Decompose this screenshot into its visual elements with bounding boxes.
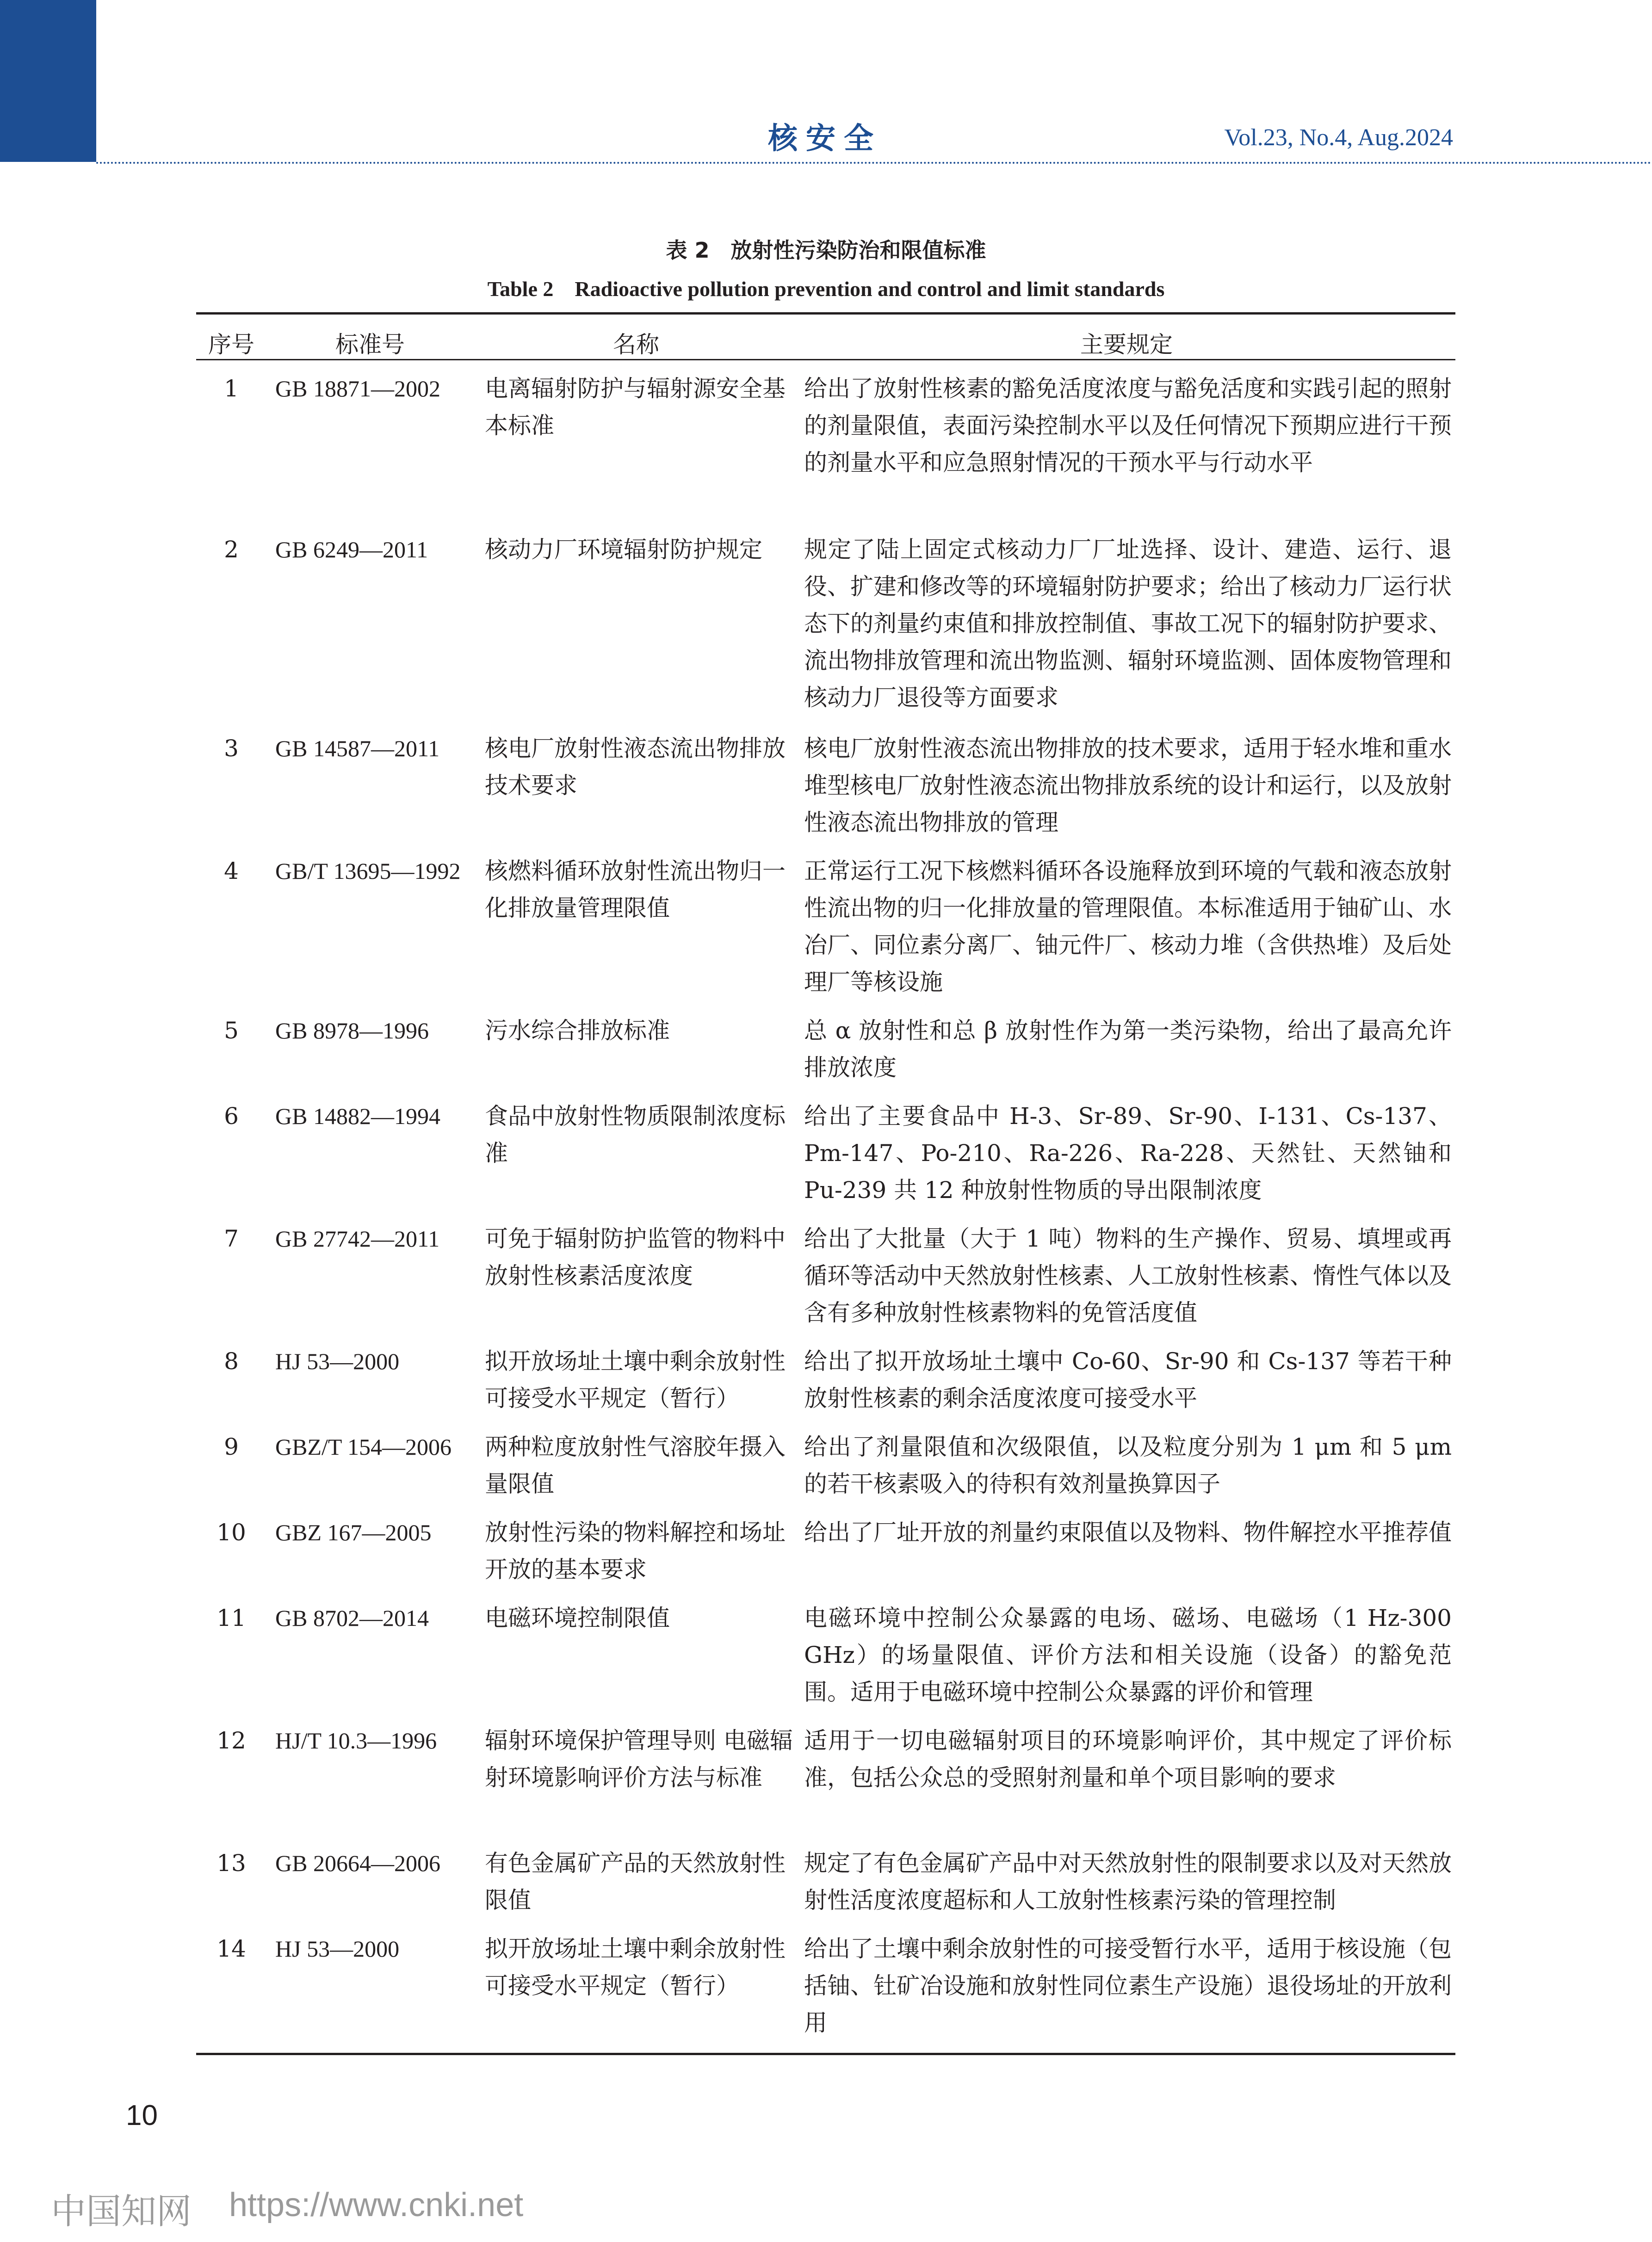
cell-no: 12 [217,1727,246,1754]
cell-standard: GB 18871—2002 [275,376,440,401]
header-standard: 标准号 [335,331,405,358]
cell-name: 污水综合排放标准 [485,1017,670,1044]
table-top-rule [196,312,1455,315]
cell-standard: GB 20664—2006 [275,1850,440,1876]
cell-provisions: 给出了厂址开放的剂量约束限值以及物料、物件解控水平推荐值 [804,1519,1452,1546]
cell-standard: GB 14587—2011 [275,735,440,761]
table-caption-en: Table 2 Radioactive pollution prevention and control and limit standards [487,277,1165,301]
cell-provisions: 给出了土壤中剩余放射性的可接受暂行水平，适用于核设施（包括铀、钍矿冶设施和放射性同位素生产设施）退役场址的开放利用 [804,1935,1452,2036]
journal-issue: Vol.23, No.4, Aug.2024 [1224,124,1453,151]
page-number: 10 [126,2100,158,2131]
header-provisions: 主要规定 [1080,331,1173,358]
cell-standard: GB 6249—2011 [275,537,428,562]
cell-name: 核电厂放射性液态流出物排放技术要求 [485,735,786,799]
cell-no: 1 [224,375,239,402]
cell-no: 7 [224,1225,239,1252]
cell-name: 核动力厂环境辐射防护规定 [485,536,762,563]
cell-standard: GB/T 13695—1992 [275,858,461,884]
cell-no: 13 [217,1850,246,1877]
cell-name: 放射性污染的物料解控和场址开放的基本要求 [485,1519,786,1583]
cell-no: 8 [224,1348,239,1375]
cell-standard: GB 14882—1994 [275,1103,440,1129]
cell-name: 电磁环境控制限值 [485,1605,670,1631]
cnki-watermark-logo: 中国知网 [51,2191,192,2232]
cell-name: 电离辐射防护与辐射源安全基本标准 [485,375,786,439]
cell-standard: GB 8702—2014 [275,1605,429,1631]
cell-no: 3 [224,735,239,762]
cell-provisions: 总 α 放射性和总 β 放射性作为第一类污染物，给出了最高允许排放浓度 [804,1017,1452,1081]
table-bottom-rule [196,2053,1455,2055]
cell-provisions: 给出了放射性核素的豁免活度浓度与豁免活度和实践引起的照射的剂量限值，表面污染控制水平以及任何情况下预期应进行干预的剂量水平和应急照射情况的干预水平与行动水平 [804,375,1452,476]
cell-no: 2 [224,536,239,563]
cnki-watermark-url: https://www.cnki.net [229,2186,524,2223]
cell-name: 辐射环境保护管理导则 电磁辐射环境影响评价方法与标准 [485,1727,793,1791]
cell-standard: GB 27742—2011 [275,1226,440,1252]
cell-name: 两种粒度放射性气溶胶年摄入量限值 [485,1433,786,1497]
cell-standard: GBZ 167—2005 [275,1519,432,1545]
cell-provisions: 规定了有色金属矿产品中对天然放射性的限制要求以及对天然放射性活度浓度超标和人工放射性核素污染的管理控制 [804,1850,1452,1914]
cell-name: 食品中放射性物质限制浓度标准 [485,1103,786,1167]
cell-provisions: 适用于一切电磁辐射项目的环境影响评价，其中规定了评价标准，包括公众总的受照射剂量和单个项目影响的要求 [804,1727,1452,1791]
cell-standard: HJ 53—2000 [275,1348,400,1374]
cell-provisions: 规定了陆上固定式核动力厂厂址选择、设计、建造、运行、退役、扩建和修改等的环境辐射防护要求；给出了核动力厂运行状态下的剂量约束值和排放控制值、事故工况下的辐射防护要求、流出物排放管理和流出物监测、辐射环境监测、固体废物管理和核动力厂退役等方面要求 [804,536,1452,711]
cell-name: 有色金属矿产品的天然放射性限值 [485,1850,786,1914]
cell-name: 可免于辐射防护监管的物料中放射性核素活度浓度 [485,1225,786,1289]
cell-standard: GB 8978—1996 [275,1018,429,1044]
cell-no: 10 [217,1519,246,1546]
cell-no: 9 [224,1433,239,1460]
cell-provisions: 核电厂放射性液态流出物排放的技术要求，适用于轻水堆和重水堆型核电厂放射性液态流出物排放系统的设计和运行，以及放射性液态流出物排放的管理 [804,735,1452,836]
header-color-block [0,0,96,162]
cell-name: 核燃料循环放射性流出物归一化排放量管理限值 [485,858,786,921]
cell-standard: HJ/T 10.3—1996 [275,1728,437,1754]
cell-provisions: 正常运行工况下核燃料循环各设施释放到环境的气载和液态放射性流出物的归一化排放量的管理限值。本标准适用于铀矿山、水冶厂、同位素分离厂、铀元件厂、核动力堆（含供热堆）及后处理厂等核设施 [804,858,1452,995]
header-no: 序号 [208,331,254,358]
cell-name: 拟开放场址土壤中剩余放射性可接受水平规定（暂行） [485,1935,786,1999]
journal-title: 核安全 [768,121,882,156]
cell-provisions: 给出了主要食品中 H-3、Sr-89、Sr-90、I-131、Cs-137、Pm-147、Po-210、Ra-226、Ra-228、天然钍、天然铀和 Pu-239 共 12 种放射性物质的导出限制浓度 [804,1103,1452,1204]
cell-provisions: 给出了大批量（大于 1 吨）物料的生产操作、贸易、填埋或再循环等活动中天然放射性核素、人工放射性核素、惰性气体以及含有多种放射性核素物料的免管活度值 [804,1225,1452,1326]
header-divider [96,162,1652,164]
cell-no: 14 [217,1935,246,1962]
header-name: 名称 [613,331,659,358]
cell-standard: GBZ/T 154—2006 [275,1434,452,1460]
cell-provisions: 给出了拟开放场址土壤中 Co-60、Sr-90 和 Cs-137 等若干种放射性核素的剩余活度浓度可接受水平 [804,1348,1452,1412]
table-caption-cn: 表 2 放射性污染防治和限值标准 [666,238,986,263]
table-header-rule [196,359,1455,360]
cell-provisions: 电磁环境中控制公众暴露的电场、磁场、电磁场（1 Hz-300 GHz）的场量限值、评价方法和相关设施（设备）的豁免范围。适用于电磁环境中控制公众暴露的评价和管理 [804,1605,1452,1705]
cell-no: 5 [224,1017,239,1044]
cell-name: 拟开放场址土壤中剩余放射性可接受水平规定（暂行） [485,1348,786,1412]
cell-no: 11 [217,1605,246,1631]
cell-provisions: 给出了剂量限值和次级限值，以及粒度分别为 1 μm 和 5 μm 的若干核素吸入的待积有效剂量换算因子 [804,1433,1452,1497]
cell-standard: HJ 53—2000 [275,1936,400,1962]
cell-no: 4 [224,858,239,884]
cell-no: 6 [224,1103,239,1130]
